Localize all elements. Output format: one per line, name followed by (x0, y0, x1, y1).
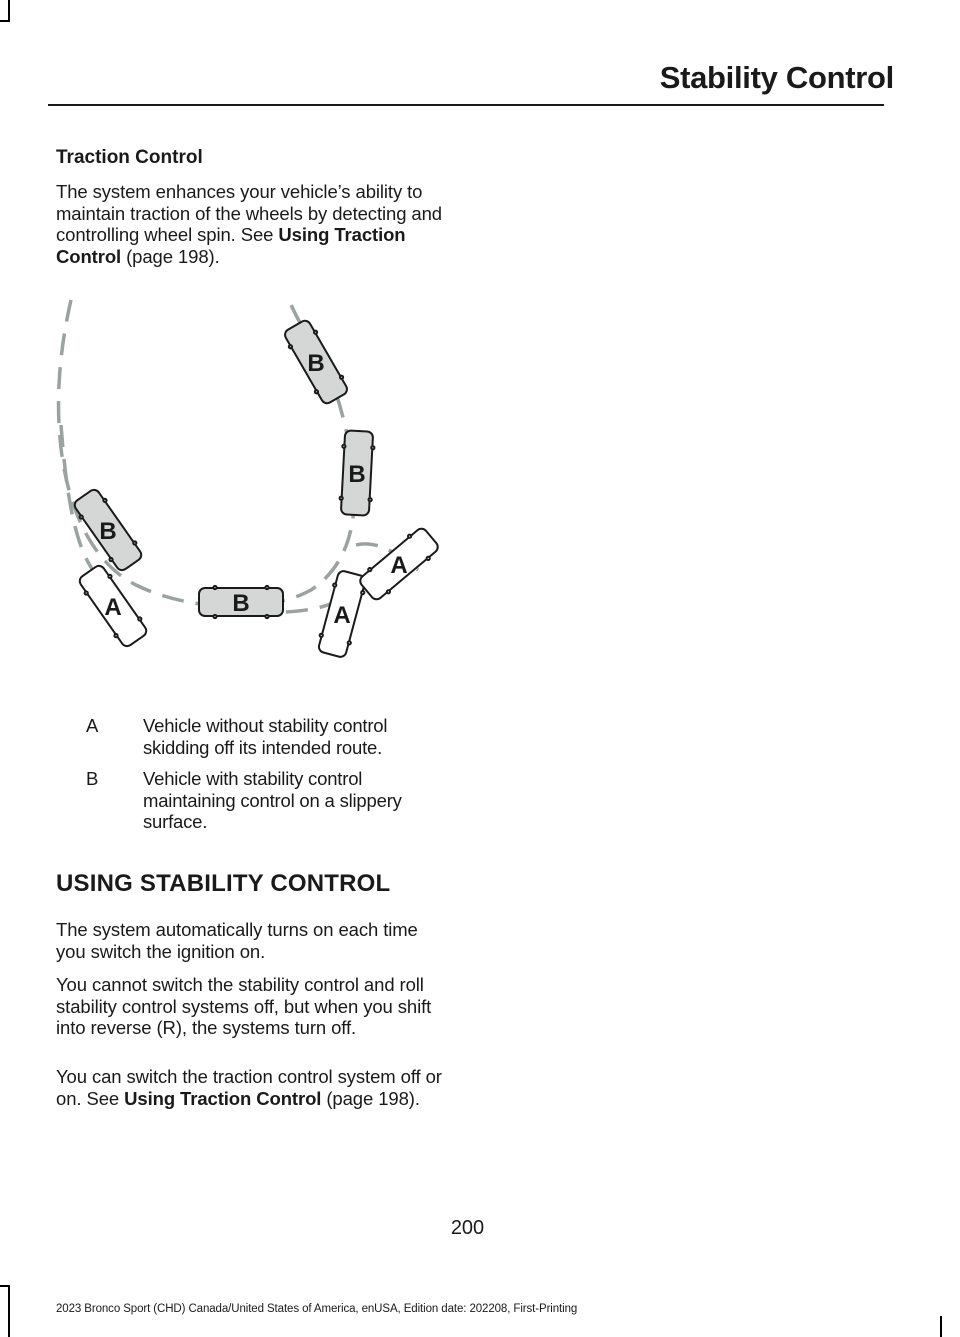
reverse-paragraph: You cannot switch the stability control and roll stability control systems off, but when you shift into reverse (R), the systems turn off. (56, 974, 432, 1038)
vehicle-label: B (99, 518, 117, 545)
vehicle-a (76, 562, 151, 649)
crop-mark (0, 20, 10, 22)
vehicle-label: B (307, 350, 325, 377)
legend-text: Vehicle without stability control skidding off its intended route. (143, 715, 388, 758)
crop-mark (8, 1285, 10, 1337)
legend-text: Vehicle with stability control maintaining control on a slippery surface. (143, 768, 402, 832)
header-rule (48, 104, 884, 106)
traction-switch-text: You can switch the traction control system off or on. See (56, 1066, 442, 1109)
vehicle-label: A (390, 552, 408, 579)
ignition-paragraph: The system automatically turns on each time you switch the ignition on. (56, 919, 418, 962)
vehicle-label: A (104, 594, 122, 621)
page-number: 200 (450, 1217, 485, 1239)
legend-key: B (86, 768, 99, 789)
vehicle-label: B (232, 590, 250, 617)
vehicle-b (71, 486, 146, 573)
traction-control-heading: Traction Control (56, 147, 203, 168)
legend-key: A (86, 715, 99, 736)
using-traction-control-link[interactable]: Using Traction Control (124, 1087, 322, 1109)
page-reference: (page 198). (321, 1087, 420, 1109)
vehicle-label: B (348, 461, 366, 488)
vehicle-b (339, 430, 376, 516)
traction-control-paragraph (56, 181, 451, 267)
vehicle-b (199, 586, 283, 618)
crop-mark (8, 0, 10, 22)
vehicle-a (356, 525, 442, 604)
vehicle-b (281, 318, 351, 407)
traction-switch-paragraph (56, 1066, 451, 1109)
section-heading: USING STABILITY CONTROL (56, 870, 391, 897)
footer-edition: 2023 Bronco Sport (CHD) Canada/United States of America, enUSA, Edition date: 202208, First-Printing (56, 1303, 578, 1315)
crop-mark (940, 1316, 942, 1337)
page-header-title: Stability Control (659, 60, 894, 95)
using-traction-control-link[interactable]: Using Traction Control (56, 224, 406, 267)
page-reference: (page 198). (121, 245, 220, 267)
vehicle-label: A (333, 602, 351, 629)
traction-control-text: The system enhances your vehicle’s ability to maintain traction of the wheels by detecting and controlling wheel spin. See (56, 181, 442, 245)
stability-control-figure (56, 290, 456, 665)
crop-mark (0, 1285, 10, 1287)
